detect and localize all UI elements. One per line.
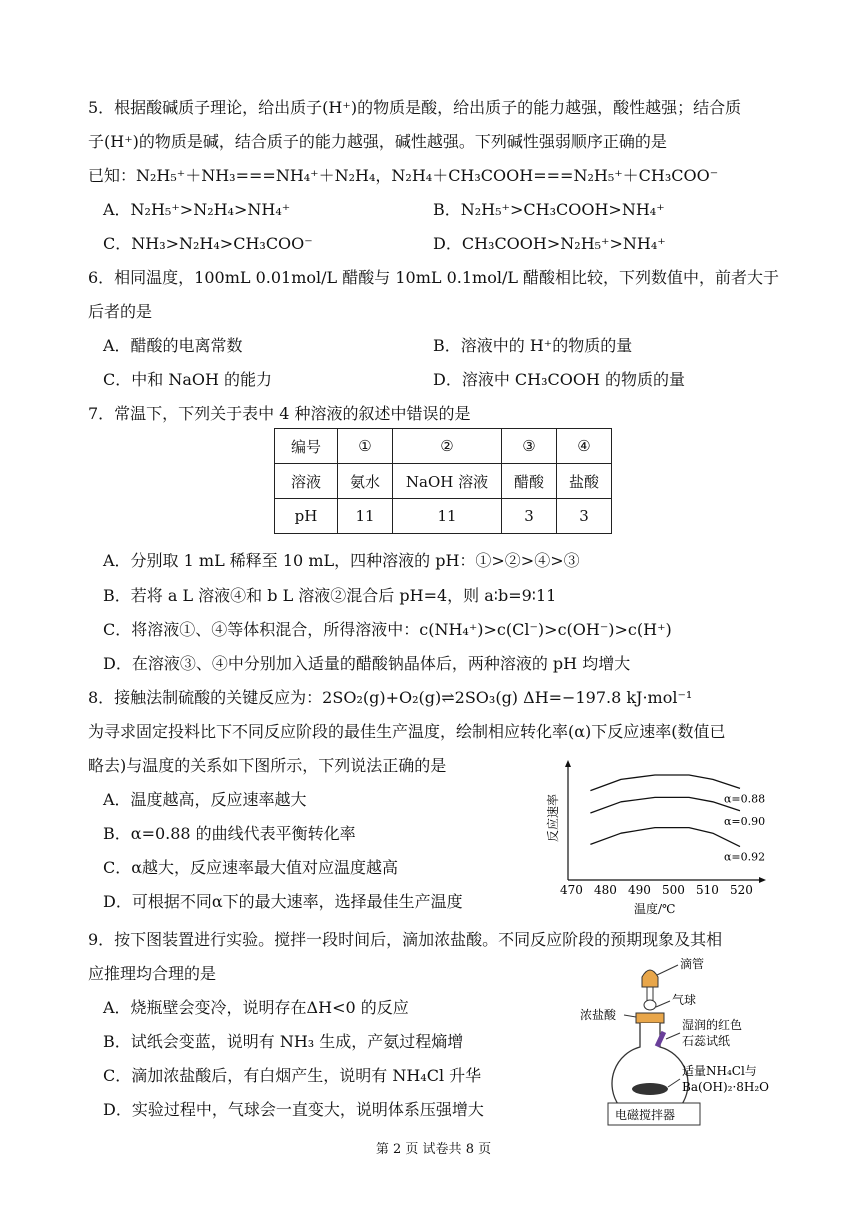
table-cell: 盐酸 [557,464,612,499]
table-cell: 醋酸 [502,464,557,499]
q6-stem-line2: 后者的是 [88,302,153,321]
apparatus-diagram [580,955,780,1130]
q6-option-c: C．中和 NaOH 的能力 [103,370,273,389]
balloon-label: 气球 [672,993,697,1007]
x-tick-label: 500 [662,883,685,897]
q7-option-b: B．若将 a L 溶液④和 b L 溶液②混合后 pH=4，则 a∶b=9∶11 [103,586,557,605]
q8-option-b: B．α=0.88 的曲线代表平衡转化率 [103,824,356,843]
series-label: α=0.92 [724,850,766,864]
q5-stem-line1: 5．根据酸碱质子理论，给出质子(H⁺)的物质是酸，给出质子的能力越强，酸性越强；结合质 [88,98,742,117]
q8-option-c: C．α越大，反应速率最大值对应温度越高 [103,858,399,877]
series-label: α=0.88 [724,792,766,806]
table-cell: 11 [338,499,393,534]
table-cell: NaOH 溶液 [393,464,502,499]
q9-option-c: C．滴加浓盐酸后，有白烟产生，说明有 NH₄Cl 升华 [103,1066,482,1085]
x-tick-label: 480 [594,883,617,897]
table-cell: 氨水 [338,464,393,499]
x-tick-label: 520 [730,883,753,897]
x-axis-arrow [759,877,766,883]
balloon [644,1000,656,1010]
q6-option-d: D．溶液中 CH₃COOH 的物质的量 [433,370,686,389]
table-cell: 3 [557,499,612,534]
q6-option-b: B．溶液中的 H⁺的物质的量 [433,336,633,355]
q5-option-d: D．CH₃COOH>N₂H₅⁺>NH₄⁺ [433,234,666,253]
balloon-pointer [656,1001,670,1007]
table-row [275,499,612,534]
q9-option-b: B．试纸会变蓝，说明有 NH₃ 生成，产氨过程熵增 [103,1032,464,1051]
y-axis-arrow [565,760,571,767]
tick-layer [560,883,753,897]
table-cell: 溶液 [275,464,338,499]
paper-label-1: 湿润的红色 [682,1018,743,1032]
q6-stem-line1: 6．相同温度，100mL 0.01mol/L 醋酸与 10mL 0.1mol/L 醋酸相比较，下列数值中，前者大于 [88,268,780,287]
table-row [275,429,612,464]
dropper-label: 滴管 [680,957,705,971]
solid-label-2: Ba(OH)₂·8H₂O [682,1080,770,1094]
q5-option-c: C．NH₃>N₂H₄>CH₃COO⁻ [103,234,313,253]
table-cell: pH [275,499,338,534]
stopper [636,1013,664,1023]
q6-option-a: A．醋酸的电离常数 [103,336,243,355]
table-cell: ② [393,429,502,464]
table-cell: 3 [502,499,557,534]
hcl-label: 浓盐酸 [580,1008,617,1022]
series-line [590,797,740,813]
q7-option-d: D．在溶液③、④中分别加入适量的醋酸钠晶体后，两种溶液的 pH 均增大 [103,654,631,673]
q8-option-a: A．温度越高，反应速率越大 [103,790,307,809]
series-line [590,828,740,847]
paper-label-2: 石蕊试纸 [682,1034,731,1048]
x-axis-label: 温度/℃ [634,902,676,916]
solid-label-1: 适量NH₄Cl与 [682,1064,757,1078]
series-line [590,775,740,791]
q7-stem: 7．常温下，下列关于表中 4 种溶液的叙述中错误的是 [88,404,471,423]
q7-table [274,428,612,534]
table-cell: ① [338,429,393,464]
stirrer-label: 电磁搅拌器 [615,1108,676,1122]
paper-pointer [666,1033,680,1039]
q5-option-b: B．N₂H₅⁺>CH₃COOH>NH₄⁺ [433,200,665,219]
x-tick-label: 510 [696,883,719,897]
q8-stem-line1: 8．接触法制硫酸的关键反应为：2SO₂(g)+O₂(g)⇌2SO₃(g) ΔH=−197.8 kJ·mol⁻¹ [88,688,693,707]
x-tick-label: 470 [560,883,583,897]
q9-option-a: A．烧瓶壁会变冷，说明存在ΔH<0 的反应 [103,998,409,1017]
hcl-pointer [624,1015,636,1017]
q9-stem-line1: 9．按下图装置进行实验。搅拌一段时间后，滴加浓盐酸。不同反应阶段的预期现象及其相 [88,930,723,949]
series-layer [590,775,765,864]
table-cell: ④ [557,429,612,464]
dropper-pointer [657,965,678,975]
q8-option-d: D．可根据不同α下的最大速率，选择最佳生产温度 [103,892,463,911]
q5-option-a: A．N₂H₅⁺>N₂H₄>NH₄⁺ [103,200,291,219]
q7-option-c: C．将溶液①、④等体积混合，所得溶液中：c(NH₄⁺)>c(Cl⁻)>c(OH⁻)>c(H⁺) [103,620,672,639]
page-footer: 第 2 页 试卷共 8 页 [375,1142,492,1157]
q5-stem-line2: 子(H⁺)的物质是碱，结合质子的能力越强，碱性越强。下列碱性强弱顺序正确的是 [88,132,667,151]
table-cell: 编号 [275,429,338,464]
table-cell: ③ [502,429,557,464]
q9-option-d: D．实验过程中，气球会一直变大，说明体系压强增大 [103,1100,484,1119]
y-axis-label: 反应速率 [546,793,560,842]
q8-stem-line2: 为寻求固定投料比下不同反应阶段的最佳生产温度，绘制相应转化率(α)下反应速率(数值已 [88,722,726,741]
q5-given: 已知：N₂H₅⁺＋NH₃===NH₄⁺＋N₂H₄，N₂H₄＋CH₃COOH===N₂H₅⁺＋CH₃COO⁻ [88,166,719,185]
q8-stem-line3: 略去)与温度的关系如下图所示，下列说法正确的是 [88,756,447,775]
series-label: α=0.90 [724,814,766,828]
q7-option-a: A．分别取 1 mL 稀释至 10 mL，四种溶液的 pH：①>②>④>③ [103,551,580,570]
table-row [275,464,612,499]
rate-temperature-chart [540,758,770,918]
x-tick-label: 490 [628,883,651,897]
q9-stem-line2: 应推理均合理的是 [88,964,217,983]
solid-mixture [632,1083,668,1095]
table-cell: 11 [393,499,502,534]
dropper-bulb [642,970,658,987]
